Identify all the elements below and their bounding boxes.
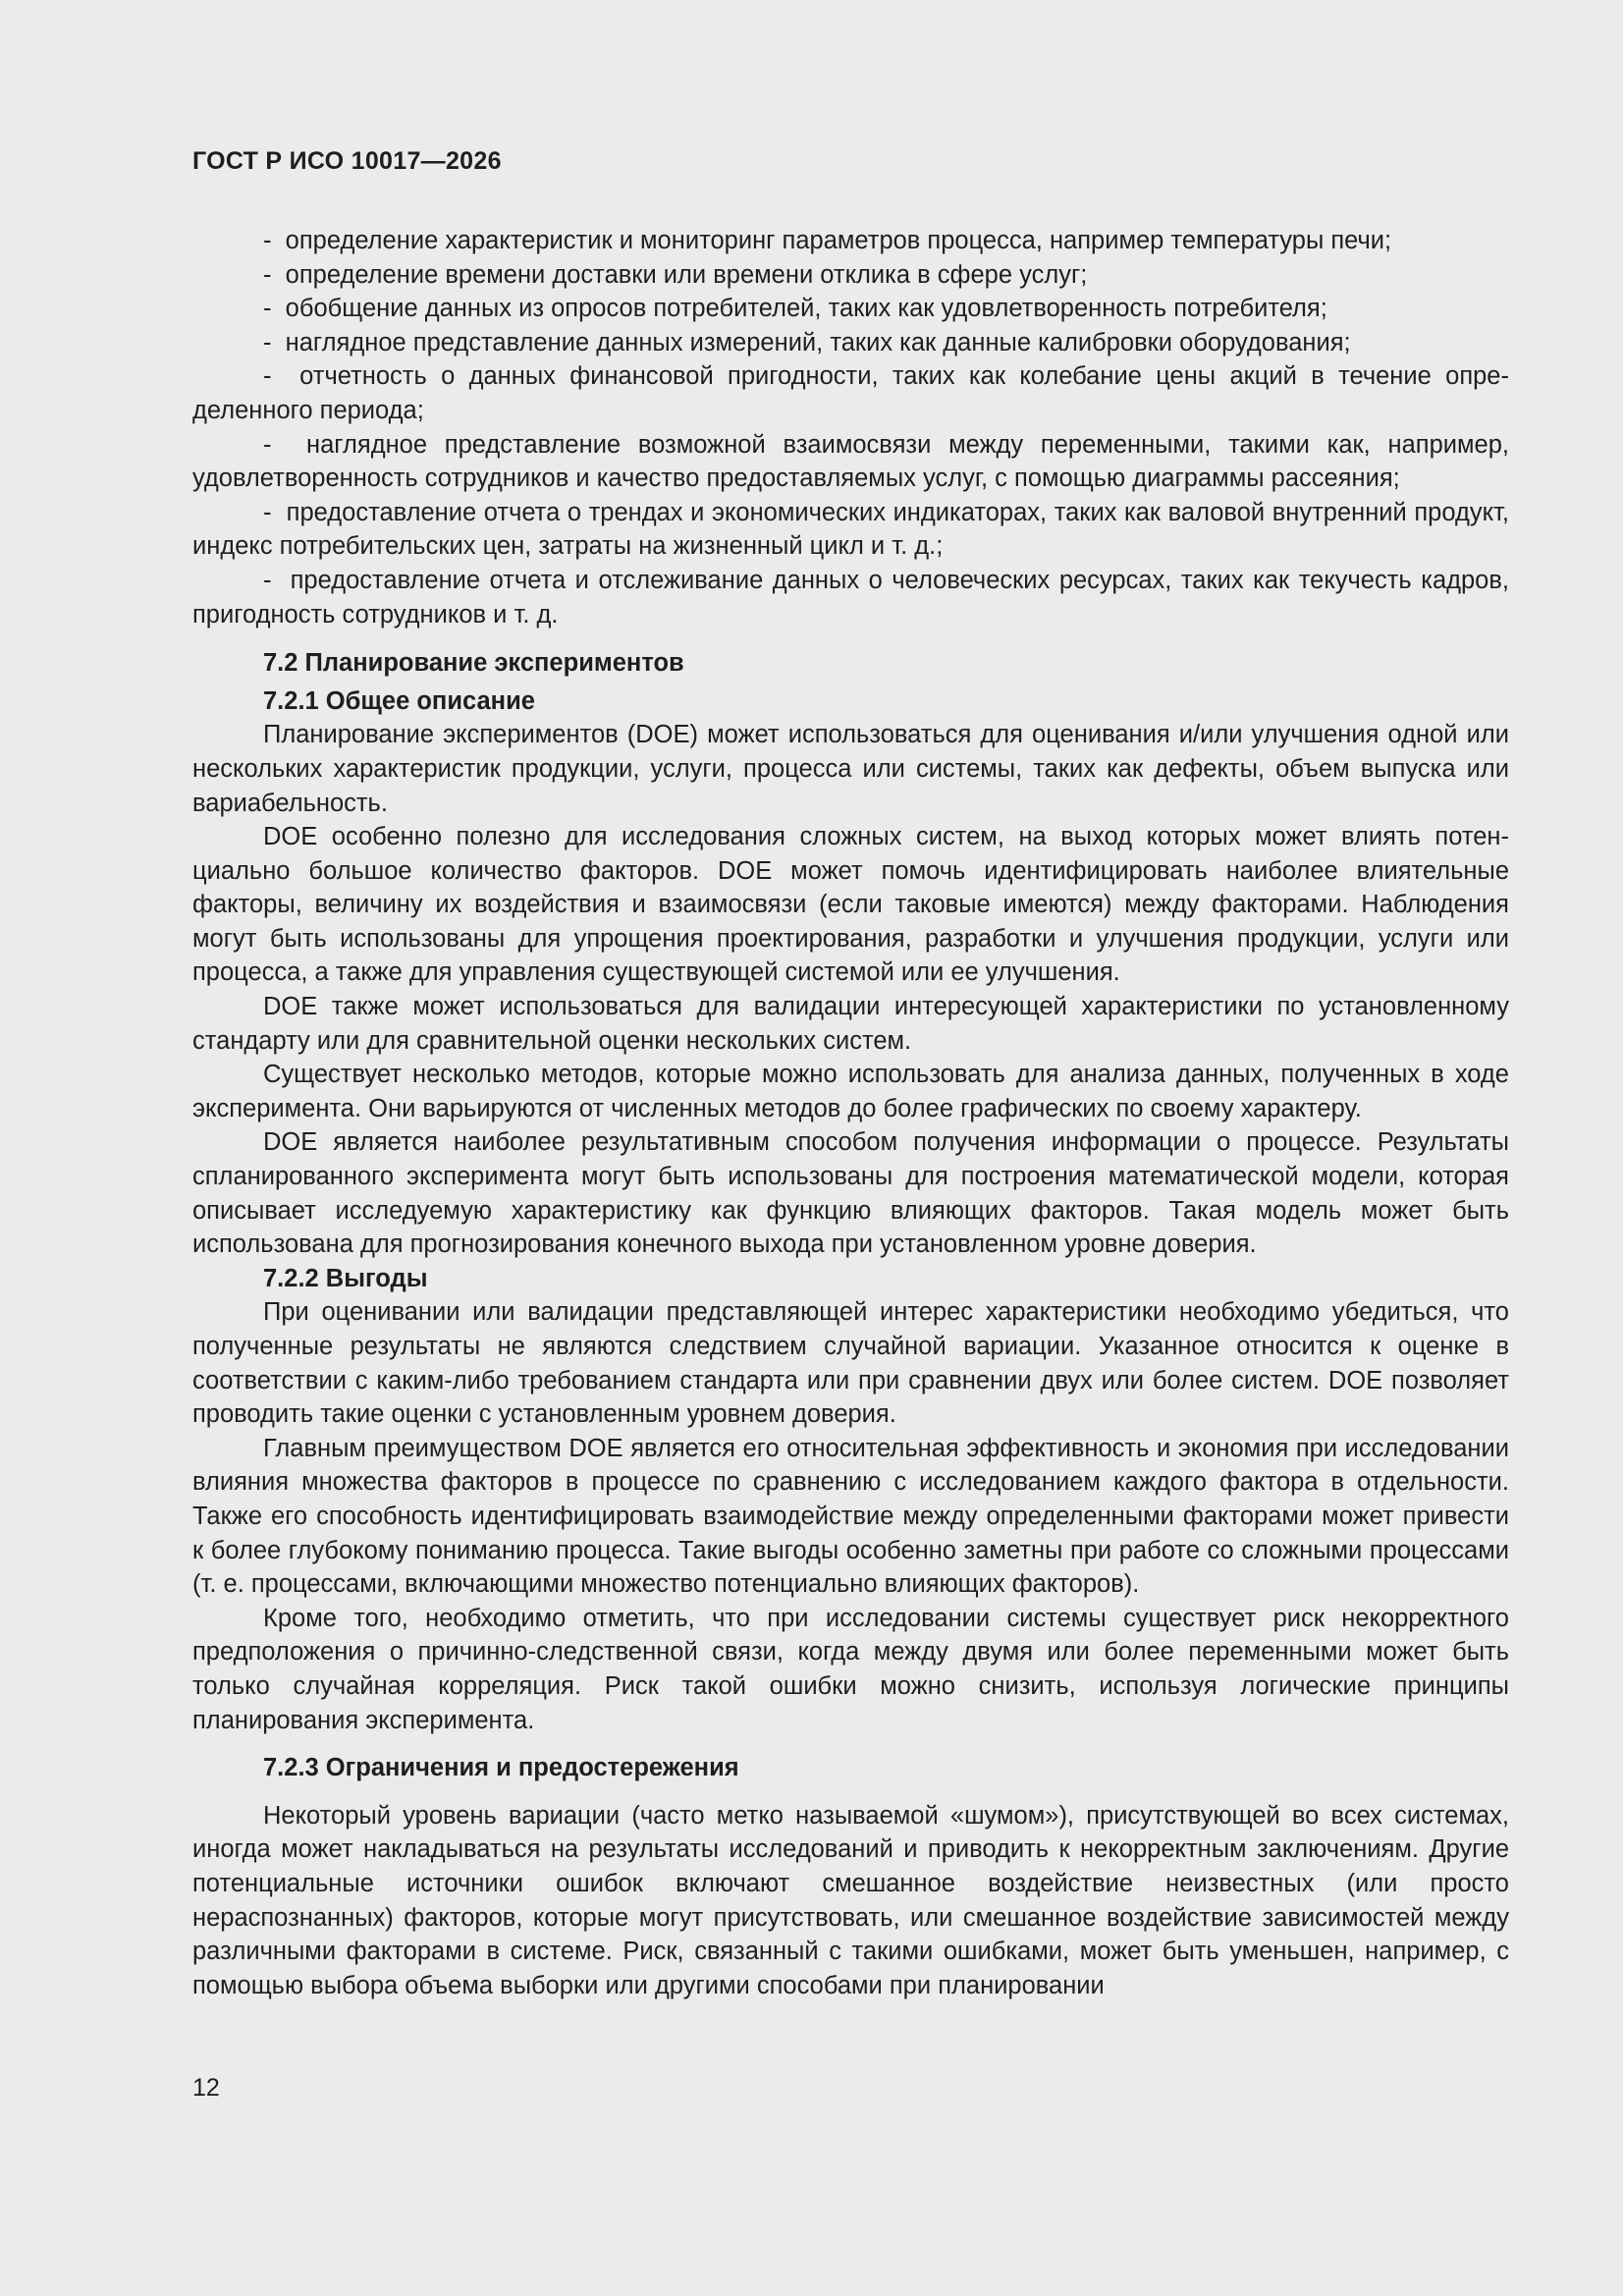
list-item: - отчетность о данных финансовой пригодности, таких как колебание цены акций в течение определенного периода; [192,359,1509,427]
page-number: 12 [192,2074,220,2102]
list-item: - предоставление отчета о трендах и экономических индикаторах, таких как валовой внутренний продукт, индекс потребительских цен, затраты на жизненный цикл и т. д.; [192,496,1509,564]
list-item: - наглядное представление возможной взаимосвязи между переменными, такими как, например, удовлетворенность сотрудников и качество предоставляемых услуг, с помощью диаграммы рассеяния; [192,428,1509,496]
list-item: - наглядное представление данных измерений, таких как данные калибровки оборудования; [192,326,1509,360]
list-item: - определение времени доставки или времени отклика в сфере услуг; [192,258,1509,293]
paragraph: Главным преимуществом DOE является его относительная эффективность и экономия при исследовании влияния множества факторов в процессе по сравнению с исследованием каждого фактора в отдельности. Также его способность идентифицировать взаимодействие между определенными факторами может привести к более глубокому пониманию процесса. Такие выгоды особенно заметны при работе со сложными процессами (т. е. процессами, включающими множество потенциально влияющих факторов). [192,1434,1509,1599]
list-item: - определение характеристик и мониторинг параметров процесса, например температуры печи; [192,224,1509,258]
section-heading-7-2-1: 7.2.1 Общее описание [263,686,535,715]
paragraph: DOE является наиболее результативным способом получения информации о процессе. Результаты спланированного эксперимента могут быть использованы для построения математической модели, которая описывает исследуемую характеристику как функцию влияющих факторов. Такая модель может быть использована для прогнозирования конечного выхода при установленном уровне доверия. [192,1128,1509,1259]
paragraph: Планирование экспериментов (DOE) может использоваться для оценивания и/или улучшения одной или нескольких характеристик продукции, услуги, процесса или системы, таких как дефекты, объем выпуска или вариабельность. [192,721,1509,817]
paragraph: DOE особенно полезно для исследования сложных систем, на выход которых может влиять потенциально большое количество факторов. DOE может помочь идентифицировать наиболее влиятельные факторы, величину их воздействия и взаимосвязи (если таковые имеются) между факторами. Наблюдения могут быть использованы для упрощения проектирования, разработки и улучшения продукции, услуги или процесса, а также для управления существующей системой или ее улучшения. [192,823,1509,987]
paragraph: Кроме того, необходимо отметить, что при исследовании системы существует риск некорректного предположения о причинно-следственной связи, когда между двумя или более переменными может быть только случайная корреляция. Риск такой ошибки можно снизить, используя логические принципы планирования эксперимента. [192,1604,1509,1734]
section-heading-7-2: 7.2 Планирование экспериментов [263,649,684,678]
section-heading-7-2-3: 7.2.3 Ограничения и предостережения [263,1754,739,1782]
paragraph: При оценивании или валидации представляющей интерес характеристики необходимо убедиться, что полученные результаты не являются следствием случайной вариации. Указанное относится к оценке в соответствии с каким-либо требованием стандарта или при сравнении двух или более систем. DOE позволяет проводить такие оценки с установленным уровнем доверия. [192,1298,1509,1429]
paragraph: DOE также может использоваться для валидации интересующей характеристики по установленному стандарту или для сравнительной оценки нескольких систем. [192,993,1509,1055]
list-item: - обобщение данных из опросов потребителей, таких как удовлетворенность потребителя; [192,292,1509,326]
list-item: - предоставление отчета и отслеживание данных о человеческих ресурсах, таких как текучесть кадров, пригодность сотрудников и т. д. [192,564,1509,631]
paragraph: Существует несколько методов, которые можно использовать для анализа данных, полученных в ходе эксперимента. Они варьируются от численных методов до более графических по своему характеру. [192,1061,1509,1122]
document-body [192,224,1509,2002]
section-heading-7-2-2: 7.2.2 Выгоды [263,1264,428,1292]
paragraph: Некоторый уровень вариации (часто метко называемой «шумом»), присутствующей во всех системах, иногда может накладываться на результаты исследований и приводить к некорректным заключениям. Другие потенциальные источники ошибок включают смешанное воздействие неизвестных (или просто нераспознанных) факторов, которые могут присутствовать, или смешанное воздействие зависимостей между различными факторами в системе. Риск, связанный с такими ошибками, может быть уменьшен, например, с помощью выбора объема выборки или другими способами при планировании [192,1801,1509,1999]
document-header: ГОСТ Р ИСО 10017—2026 [192,147,502,175]
